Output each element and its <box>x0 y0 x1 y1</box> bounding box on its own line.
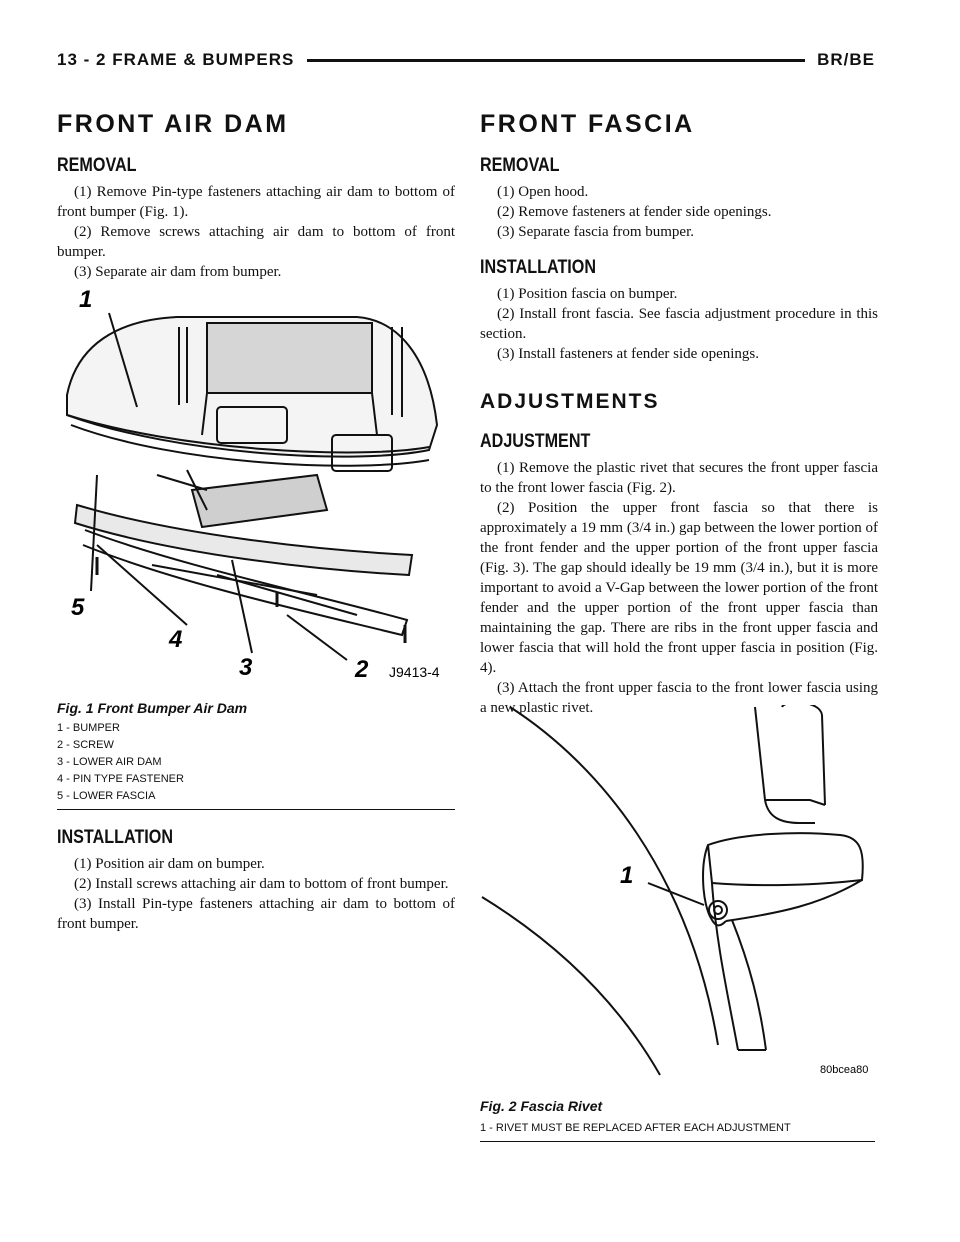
air-dam-installation-heading: INSTALLATION <box>57 827 174 848</box>
legend-item: 2 - SCREW <box>57 739 114 751</box>
figure-2-legend <box>480 1120 875 1137</box>
front-bumper-air-dam-illustration <box>57 275 455 685</box>
header-rule <box>307 59 805 62</box>
fascia-installation-step: (3) Install fasteners at fender side openings. <box>497 346 759 362</box>
callout-3-label: 3 <box>239 654 253 681</box>
legend-item: 3 - LOWER AIR DAM <box>57 756 162 768</box>
air-dam-removal-step: (1) Remove Pin-type fasteners attaching air dam to bottom of front bumper (Fig. 1). <box>57 184 455 220</box>
front-air-dam-title: FRONT AIR DAM <box>57 110 289 138</box>
header-model-code: BR/BE <box>817 50 875 69</box>
callout-4-label: 4 <box>169 626 183 653</box>
fascia-rivet-illustration <box>480 705 875 1077</box>
figure-1-rule <box>57 809 455 810</box>
callout-5-label: 5 <box>71 594 85 621</box>
adjustment-heading: ADJUSTMENT <box>480 431 591 452</box>
air-dam-installation-step: (1) Position air dam on bumper. <box>74 856 265 872</box>
adjustment-step: (2) Position the upper front fascia so that there is approximately a 19 mm (3/4 in.) gap between the lower portion of the front fender and the upper portion of the front upper fascia (Fig. 3). The gap should ideally be 19 mm (3/4 in.), but it is more important to avoid a V-Gap between the lower portion of the front fender and the upper portion of the front upper fascia than maintaining the gap. There are ribs in the front upper fascia and lower fascia that will hold the front upper fascia in position (Fig. 4). <box>480 500 878 676</box>
figure-1 <box>57 275 455 802</box>
fascia-installation-heading: INSTALLATION <box>480 257 597 278</box>
fascia-installation-step: (1) Position fascia on bumper. <box>497 286 678 302</box>
fascia-removal-step: (3) Separate fascia from bumper. <box>497 224 694 240</box>
callout-1-label: 1 <box>79 286 93 313</box>
legend-item: 1 - BUMPER <box>57 722 120 734</box>
air-dam-removal-step: (3) Separate air dam from bumper. <box>74 264 282 280</box>
figure-2-rule <box>480 1141 875 1142</box>
right-column <box>480 108 878 718</box>
figure-1-caption: Fig. 1 Front Bumper Air Dam <box>57 700 248 716</box>
page-header <box>57 50 875 72</box>
legend-item: 1 - RIVET MUST BE REPLACED AFTER EACH ADJUSTMENT <box>480 1122 791 1134</box>
air-dam-installation-step: (2) Install screws attaching air dam to bottom of front bumper. <box>74 876 449 892</box>
fascia-removal-step: (1) Open hood. <box>497 184 589 200</box>
figure-2 <box>480 705 875 1135</box>
adjustments-title: ADJUSTMENTS <box>480 390 660 413</box>
adjustment-step: (1) Remove the plastic rivet that secures the front upper fascia to the front lower fascia (Fig. 2). <box>480 460 878 496</box>
figure-1-id: J9413-4 <box>389 664 440 680</box>
air-dam-installation-section <box>57 826 455 934</box>
front-fascia-title: FRONT FASCIA <box>480 110 695 138</box>
figure-1-legend <box>57 720 455 805</box>
fascia-removal-heading: REMOVAL <box>480 155 560 176</box>
air-dam-installation-step: (3) Install Pin-type fasteners attaching air dam to bottom of front bumper. <box>57 896 455 932</box>
fascia-removal-step: (2) Remove fasteners at fender side openings. <box>497 204 772 220</box>
fascia-installation-step: (2) Install front fascia. See fascia adjustment procedure in this section. <box>480 306 878 342</box>
header-section-label: 13 - 2 FRAME & BUMPERS <box>57 50 295 69</box>
callout-2-label: 2 <box>355 656 369 683</box>
legend-item: 4 - PIN TYPE FASTENER <box>57 773 184 785</box>
legend-item: 5 - LOWER FASCIA <box>57 790 156 802</box>
air-dam-removal-step: (2) Remove screws attaching air dam to bottom of front bumper. <box>57 224 455 260</box>
figure-2-id: 80bcea80 <box>820 1064 869 1076</box>
adjustment-step: (3) Attach the front upper fascia to the front lower fascia using a new plastic rivet. <box>480 680 878 716</box>
air-dam-removal-heading: REMOVAL <box>57 155 137 176</box>
callout-1-label: 1 <box>620 862 634 889</box>
figure-2-caption: Fig. 2 Fascia Rivet <box>480 1098 603 1114</box>
left-column <box>57 108 455 282</box>
